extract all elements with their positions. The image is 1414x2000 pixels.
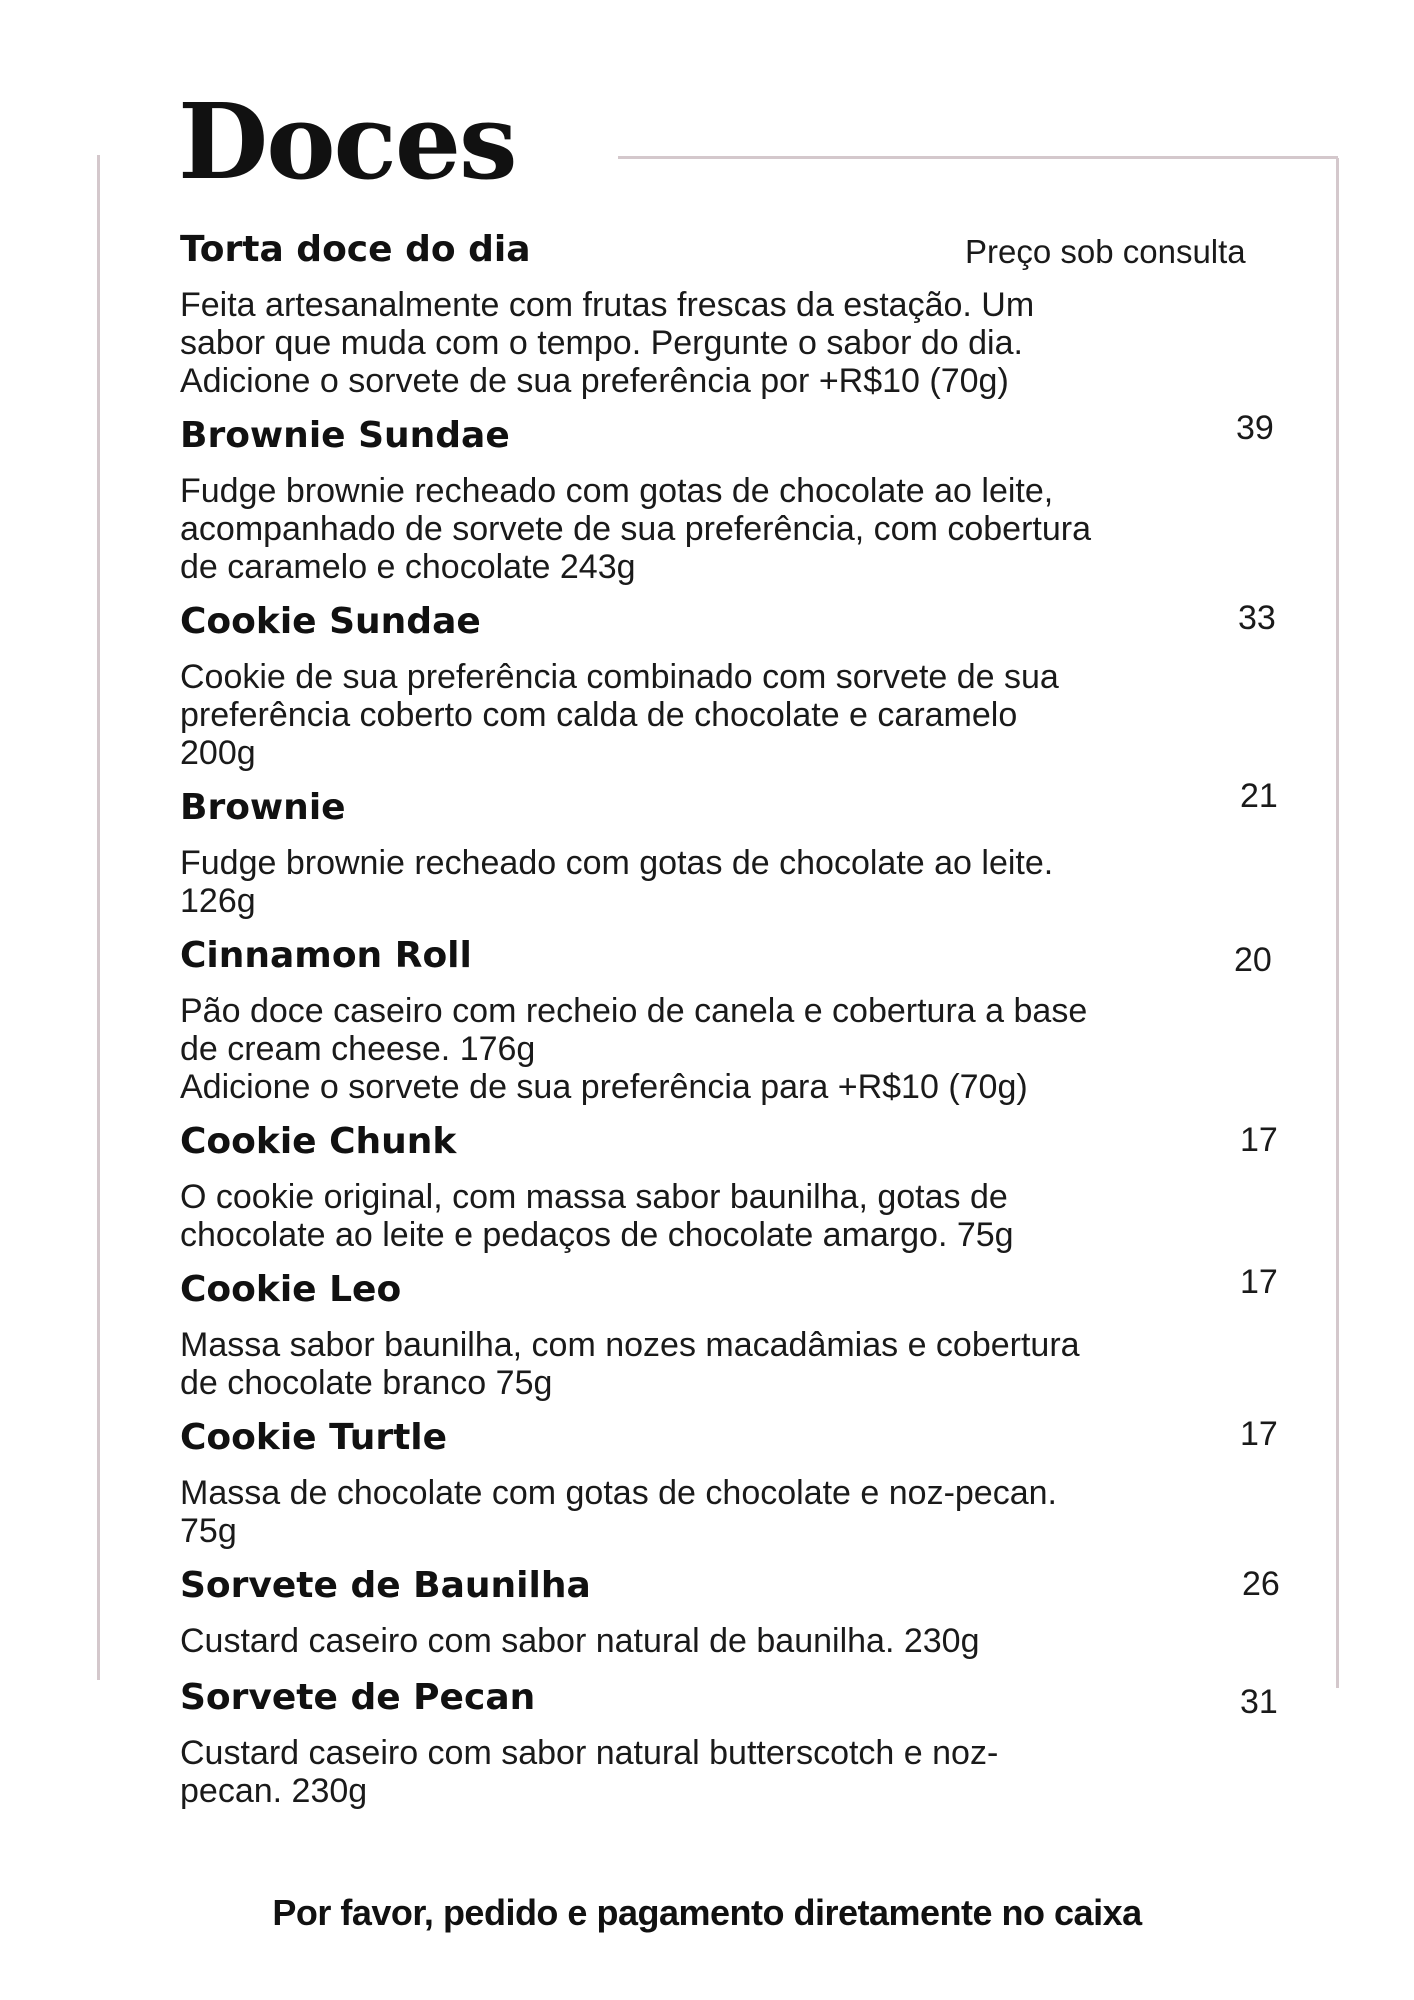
description-line: chocolate ao leite e pedaços de chocolate amargo. 75g (180, 1216, 1014, 1254)
item-description (180, 844, 1190, 920)
page-title: Doces (178, 80, 516, 203)
footer-note: Por favor, pedido e pagamento diretamente no caixa (272, 1892, 1142, 1933)
item-description (180, 1326, 1190, 1402)
item-price: 39 (1236, 409, 1274, 447)
item-price: 31 (1240, 1683, 1278, 1721)
item-price: 17 (1240, 1415, 1278, 1453)
frame-top-line (618, 156, 1338, 159)
item-price: Preço sob consulta (965, 233, 1246, 270)
description-line: O cookie original, com massa sabor baunilha, gotas de (180, 1178, 1008, 1216)
item-name: Brownie Sundae (180, 415, 510, 456)
item-description (180, 472, 1190, 586)
description-line: de cream cheese. 176g (180, 1030, 536, 1068)
item-name: Cinnamon Roll (180, 935, 472, 976)
description-line: Fudge brownie recheado com gotas de chocolate ao leite. (180, 844, 1054, 882)
item-description (180, 1734, 1190, 1810)
description-line: Custard caseiro com sabor natural butterscotch e noz- (180, 1734, 999, 1772)
description-line: de caramelo e chocolate 243g (180, 548, 636, 586)
item-price: 20 (1234, 941, 1272, 979)
description-line: de chocolate branco 75g (180, 1364, 553, 1402)
description-line: Adicione o sorvete de sua preferência para +R$10 (70g) (180, 1068, 1028, 1106)
item-price: 33 (1238, 599, 1276, 637)
description-line: 126g (180, 882, 256, 920)
description-line: Massa sabor baunilha, com nozes macadâmias e cobertura (180, 1326, 1080, 1364)
description-line: Feita artesanalmente com frutas frescas da estação. Um (180, 286, 1035, 324)
item-price: 17 (1240, 1263, 1278, 1301)
item-price: 21 (1240, 777, 1278, 815)
item-description (180, 1474, 1190, 1550)
item-name: Cookie Leo (180, 1269, 402, 1310)
description-line: Fudge brownie recheado com gotas de chocolate ao leite, (180, 472, 1054, 510)
description-line: sabor que muda com o tempo. Pergunte o sabor do dia. (180, 324, 1023, 362)
item-name: Brownie (180, 787, 346, 828)
item-description (180, 1622, 1190, 1660)
item-name: Torta doce do dia (180, 229, 531, 270)
description-line: pecan. 230g (180, 1772, 368, 1810)
description-line: 75g (180, 1512, 237, 1550)
description-line: Custard caseiro com sabor natural de baunilha. 230g (180, 1622, 980, 1660)
description-line: acompanhado de sorvete de sua preferência, com cobertura (180, 510, 1091, 548)
item-description (180, 1178, 1190, 1254)
description-line: Cookie de sua preferência combinado com sorvete de sua (180, 658, 1059, 696)
item-description (180, 992, 1190, 1106)
item-price: 17 (1240, 1121, 1278, 1159)
item-name: Sorvete de Baunilha (180, 1565, 591, 1606)
item-name: Cookie Turtle (180, 1417, 448, 1458)
frame-right-line (1336, 158, 1339, 1688)
item-name: Sorvete de Pecan (180, 1677, 536, 1718)
item-name: Cookie Chunk (180, 1121, 457, 1162)
item-description (180, 658, 1190, 772)
description-line: preferência coberto com calda de chocolate e caramelo (180, 696, 1018, 734)
description-line: Pão doce caseiro com recheio de canela e cobertura a base (180, 992, 1088, 1030)
frame-left-line (97, 155, 100, 1680)
description-line: 200g (180, 734, 256, 772)
item-name: Cookie Sundae (180, 601, 481, 642)
item-description (180, 286, 1130, 400)
description-line: Adicione o sorvete de sua preferência por +R$10 (70g) (180, 362, 1009, 400)
item-price: 26 (1242, 1565, 1280, 1603)
description-line: Massa de chocolate com gotas de chocolate e noz-pecan. (180, 1474, 1057, 1512)
